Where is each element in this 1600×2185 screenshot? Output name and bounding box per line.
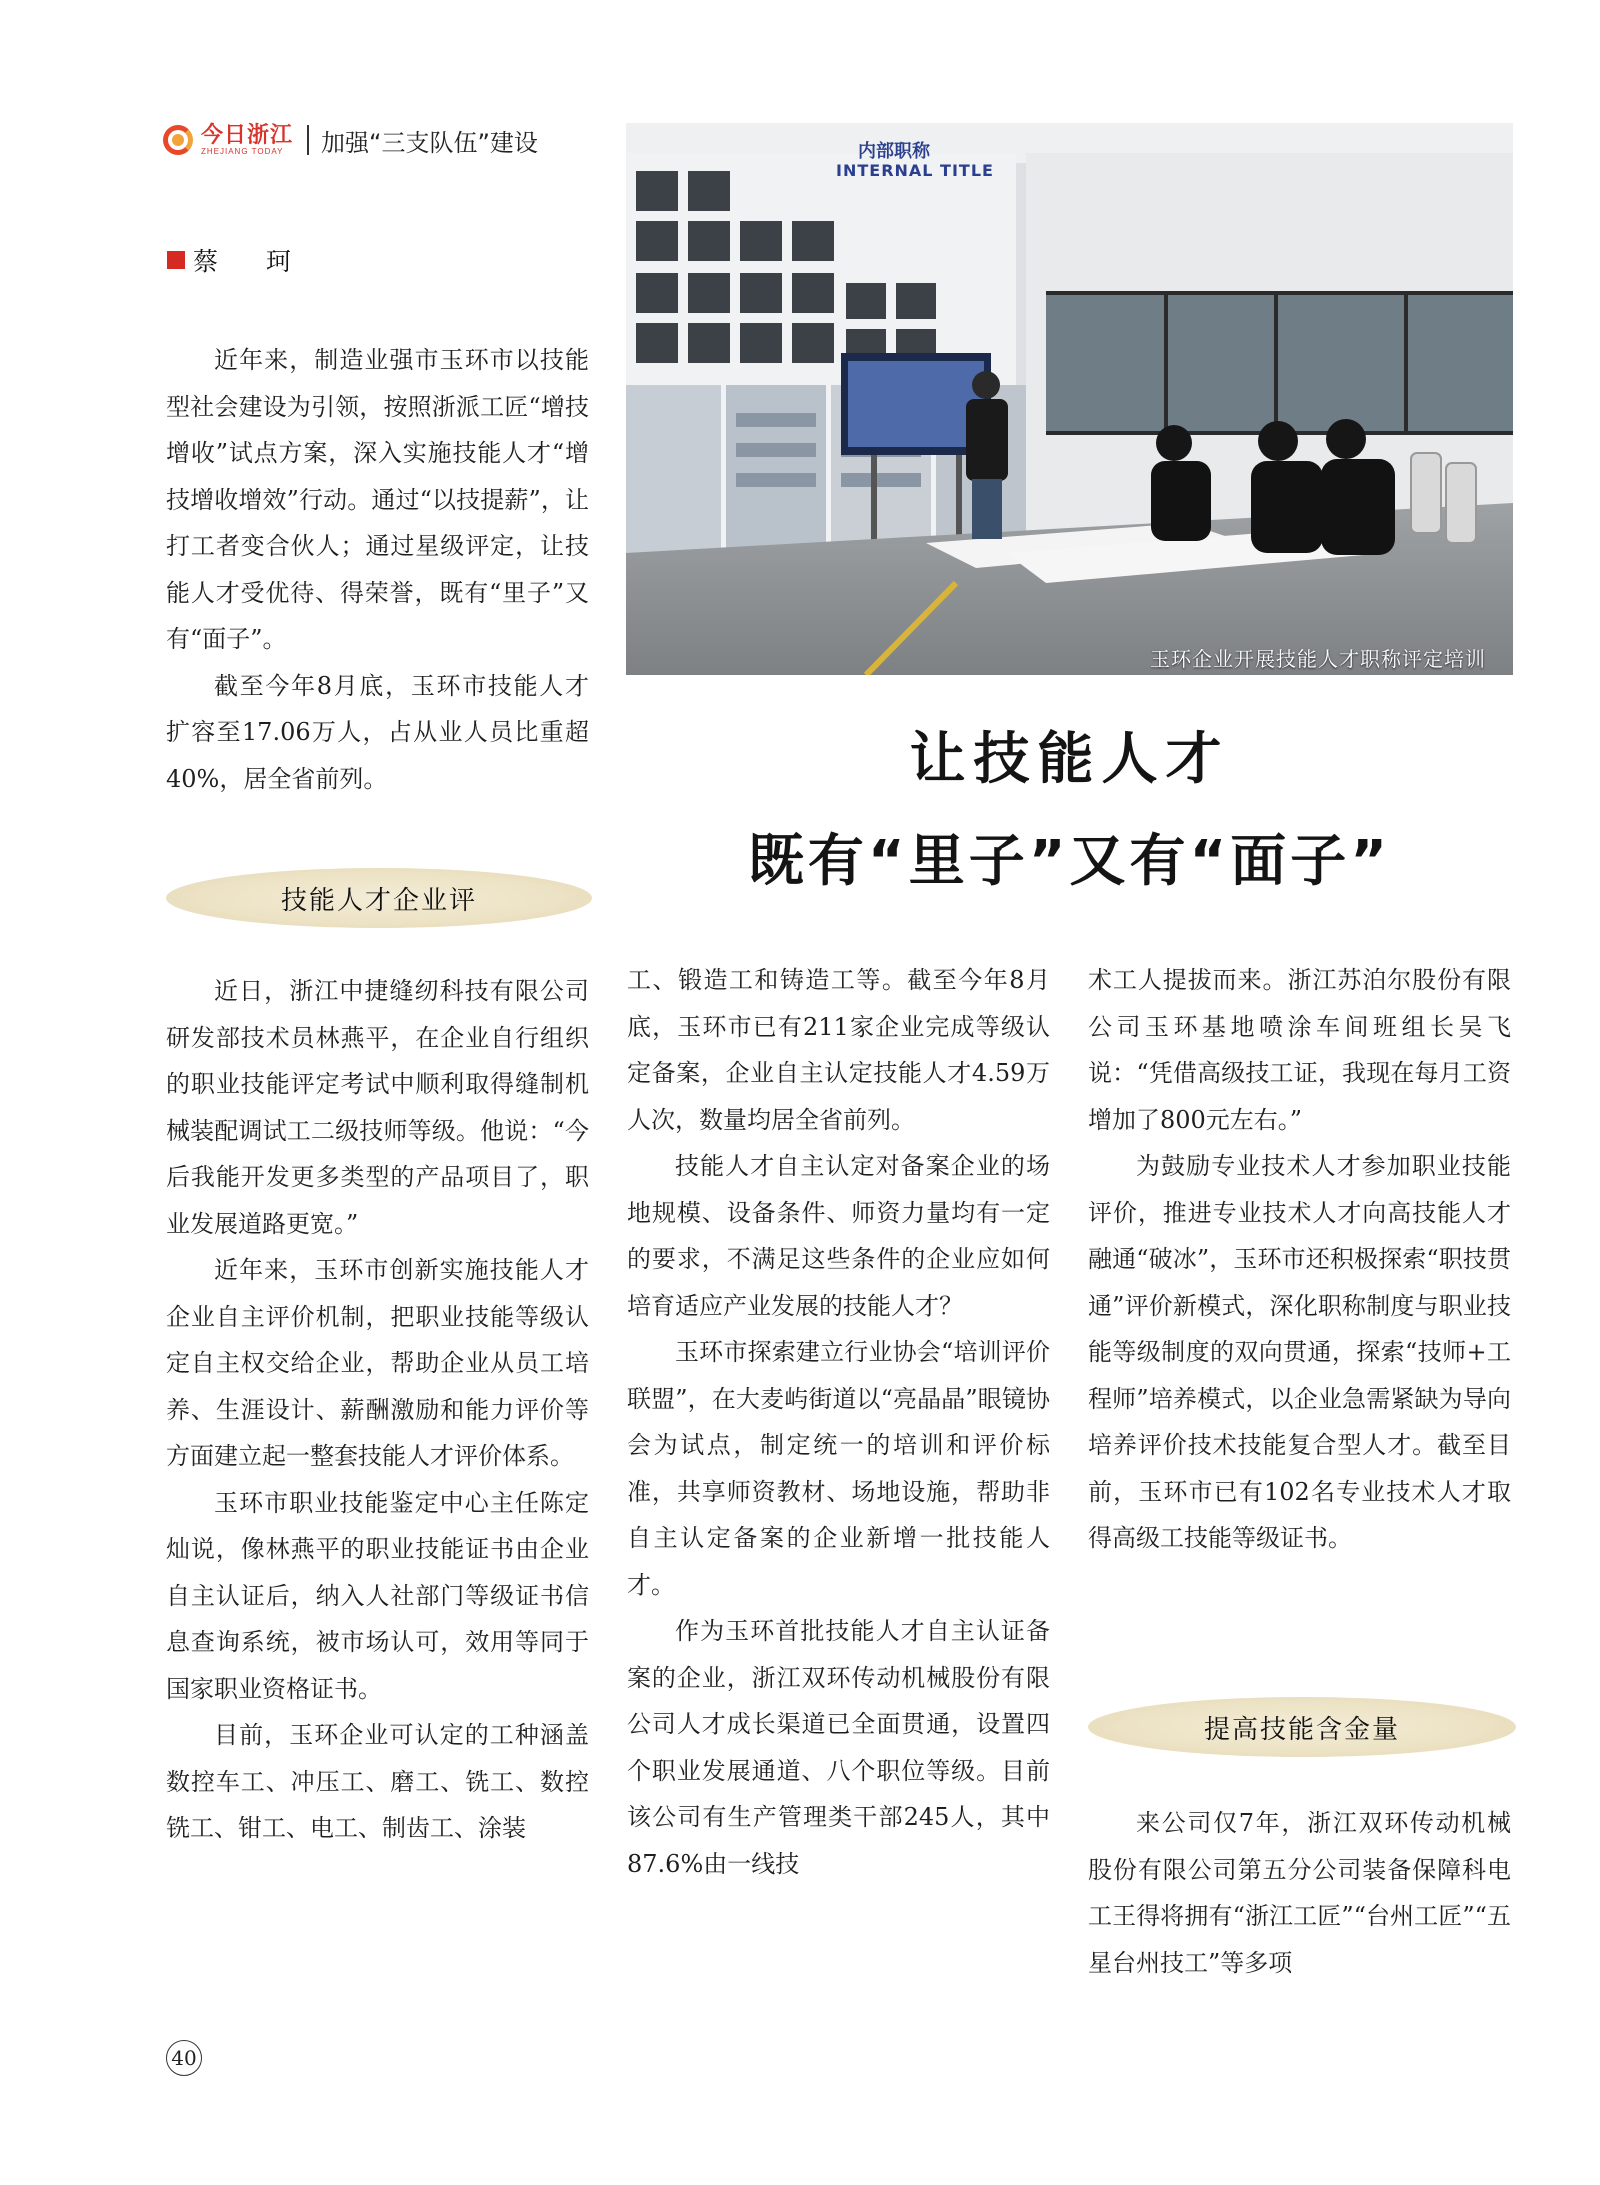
- body-paragraph: 工、锻造工和铸造工等。截至今年8月底，玉环市已有211家企业完成等级认定备案，企业自主认定技能人才4.59万人次，数量均居全省前列。: [627, 966, 1050, 1134]
- body-paragraph: 技能人才自主认定对备案企业的场地规模、设备条件、师资力量均有一定的要求，不满足这些条件的企业应如何培育适应产业发展的技能人才？: [627, 1152, 1050, 1320]
- body-paragraph: 近日，浙江中捷缝纫科技有限公司研发部技术员林燕平，在企业自行组织的职业技能评定考试中顺利取得缝制机械装配调试工二级技师等级。他说：“今后我能开发更多类型的产品项目了，职业发展道路更宽。”: [166, 977, 589, 1238]
- body-paragraph: 术工人提拔而来。浙江苏泊尔股份有限公司玉环基地喷涂车间班组长吴飞说：“凭借高级技工证，我现在每月工资增加了800元左右。”: [1088, 966, 1511, 1134]
- intro-column: [166, 337, 589, 802]
- logo-en: ZHEJIANG TODAY: [201, 147, 284, 156]
- column-c: [1088, 957, 1511, 1562]
- zhejiang-today-logo-icon: [163, 125, 193, 155]
- header-divider: [307, 125, 309, 155]
- intro-paragraph: 截至今年8月底，玉环市技能人才扩容至17.06万人，占从业人员比重超40%，居全省前列。: [166, 671, 589, 793]
- photo-caption: 玉环企业开展技能人才职称评定培训: [1150, 647, 1486, 671]
- column-b: [627, 957, 1050, 1887]
- training-room-photo: [626, 123, 1513, 675]
- wall-title-cn: 内部职称: [858, 141, 930, 162]
- wall-title-en: INTERNAL TITLE: [836, 161, 994, 180]
- body-paragraph: 目前，玉环企业可认定的工种涵盖数控车工、冲压工、磨工、铣工、数控铣工、钳工、电工、制齿工、涂装: [166, 1721, 589, 1842]
- headline-line-2: 既有“里子”又有“面子”: [747, 829, 1392, 894]
- article-headline: [626, 715, 1513, 907]
- section-badge-skill-value: [1088, 1697, 1516, 1757]
- body-paragraph: 玉环市职业技能鉴定中心主任陈定灿说，像林燕平的职业技能证书由企业自主认证后，纳入人社部门等级证书信息查询系统，被市场认可，效用等同于国家职业资格证书。: [166, 1488, 589, 1703]
- body-paragraph: 玉环市探索建立行业协会“培训评价联盟”，在大麦屿街道以“亮晶晶”眼镜协会为试点，制定统一的培训和评价标准，共享师资教材、场地设施，帮助非自主认定备案的企业新增一批技能人才。: [627, 1338, 1050, 1599]
- logo-cn: 今日浙江: [201, 122, 294, 148]
- author-line: [167, 242, 311, 278]
- column-c-continued: [1088, 1800, 1511, 1986]
- body-paragraph: 为鼓励专业技术人才参加职业技能评价，推进专业技术人才向高技能人才融通“破冰”，玉环市还积极探索“职技贯通”评价新模式，深化职称制度与职业技能等级制度的双向贯通，探索“技师+工程师”培养模式，以企业急需紧缺为导向培养评价技术技能复合型人才。截至目前，玉环市已有102名专业技术人才取得高级工技能等级证书。: [1088, 1152, 1511, 1552]
- article-photo: [626, 123, 1513, 675]
- section-title: 加强“三支队伍”建设: [321, 128, 538, 157]
- column-a: [166, 968, 589, 1852]
- body-paragraph: 近年来，玉环市创新实施技能人才企业自主评价机制，把职业技能等级认定自主权交给企业，帮助企业从员工培养、生涯设计、薪酬激励和能力评价等方面建立起一整套技能人才评价体系。: [166, 1256, 589, 1470]
- page-header: [163, 118, 538, 162]
- body-paragraph: 来公司仅7年，浙江双环传动机械股份有限公司第五分公司装备保障科电工王得将拥有“浙江工匠”“台州工匠”“五星台州技工”等多项: [1088, 1809, 1511, 1977]
- headline-line-1: 让技能人才: [909, 727, 1230, 792]
- author-square-marker: [167, 251, 185, 269]
- intro-paragraph: 近年来，制造业强市玉环市以技能型社会建设为引领，按照浙派工匠“增技增收”试点方案，深入实施技能人才“增技增收增效”行动。通过“以技提薪”，让打工者变合伙人；通过星级评定，让技能人才受优待、得荣誉，既有“里子”又有“面子”。: [166, 346, 589, 653]
- section-badge-enterprise-evaluation: [166, 868, 592, 928]
- page-number: 40: [166, 2040, 202, 2076]
- author-name: 蔡 珂: [193, 247, 311, 276]
- section-badge-label: 技能人才企业评: [280, 885, 477, 916]
- section-badge-label: 提高技能含金量: [1203, 1714, 1400, 1745]
- body-paragraph: 作为玉环首批技能人才自主认证备案的企业，浙江双环传动机械股份有限公司人才成长渠道已全面贯通，设置四个职业发展通道、八个职位等级。目前该公司有生产管理类干部245人，其中87.6%由一线技: [627, 1617, 1050, 1878]
- logo-text: [201, 124, 293, 156]
